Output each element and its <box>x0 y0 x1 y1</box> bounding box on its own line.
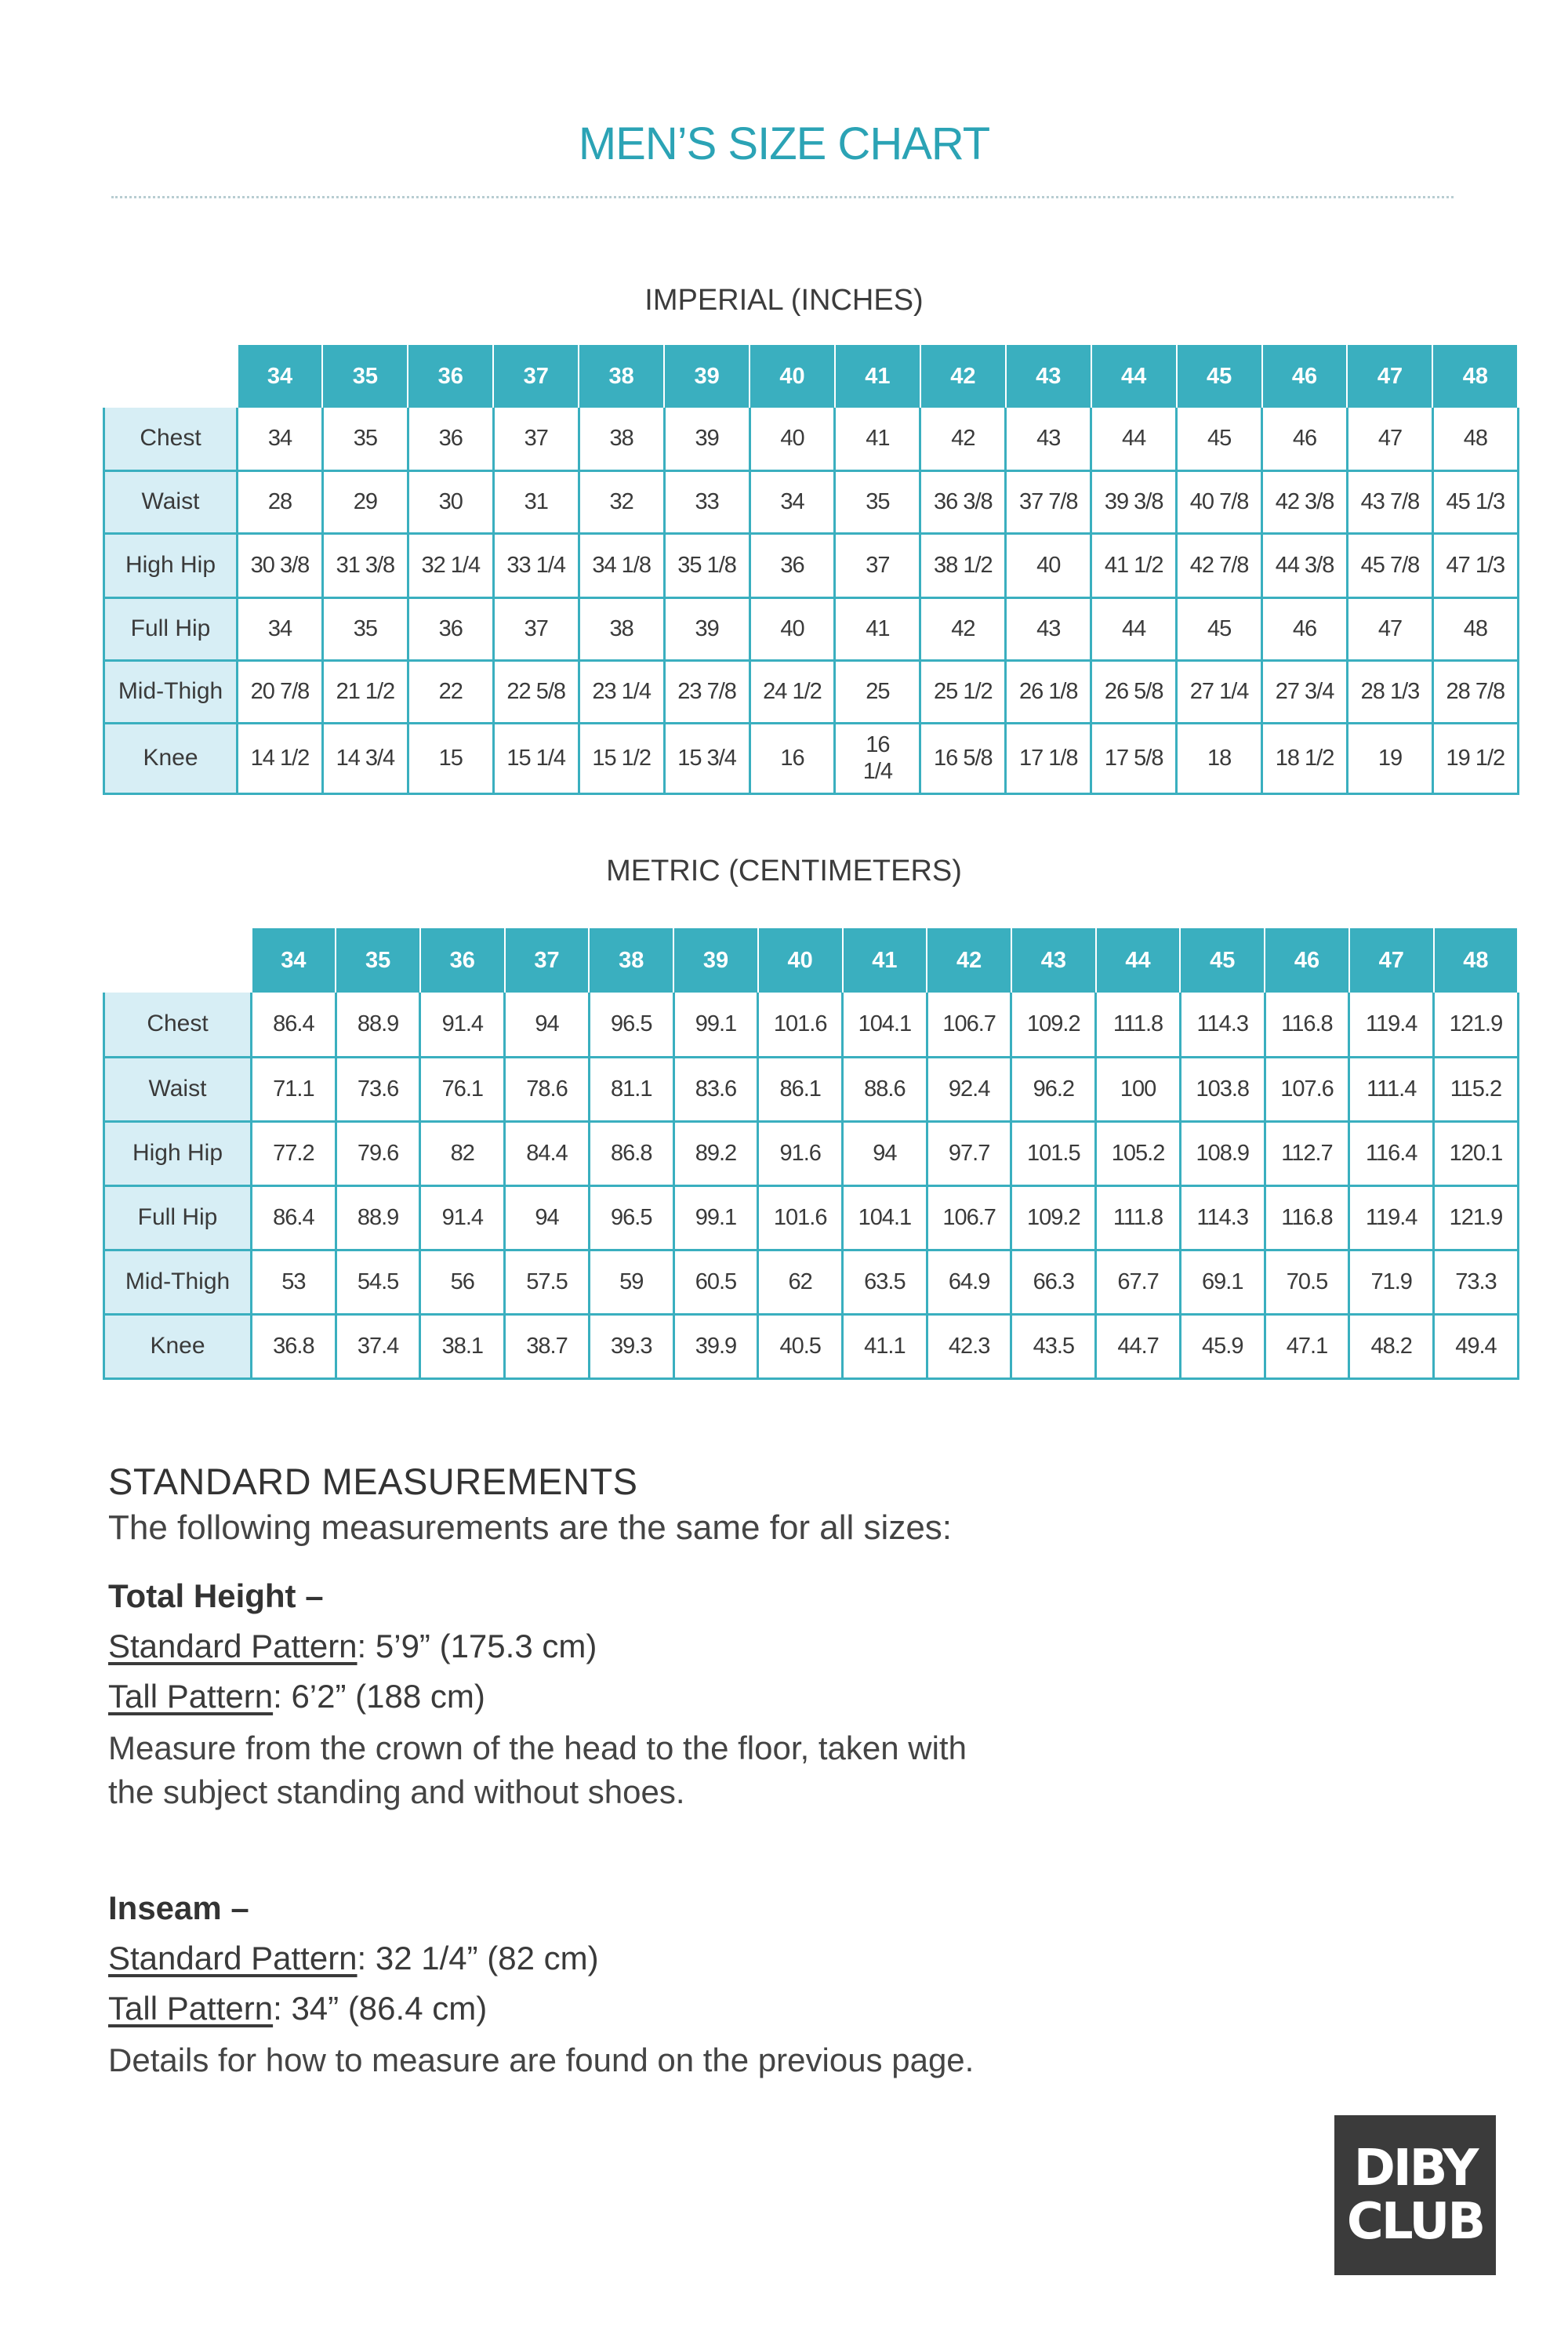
table-cell: 31 <box>493 470 579 533</box>
table-cell: 32 <box>579 470 664 533</box>
table-cell: 43 <box>1006 408 1091 470</box>
table-cell: 96.2 <box>1011 1057 1096 1121</box>
row-label: Knee <box>104 1314 252 1378</box>
table-cell: 92.4 <box>927 1057 1011 1121</box>
table-row <box>104 1250 1519 1314</box>
table-row <box>104 1057 1519 1121</box>
table-cell: 66.3 <box>1011 1250 1096 1314</box>
size-header: 35 <box>336 928 420 993</box>
table-cell: 100 <box>1096 1057 1181 1121</box>
table-cell: 86.4 <box>252 993 336 1057</box>
table-cell: 71.9 <box>1349 1250 1434 1314</box>
table-cell: 46 <box>1262 597 1348 660</box>
table-cell: 36 <box>408 597 493 660</box>
table-cell: 36 <box>750 533 835 597</box>
table-cell: 96.5 <box>589 1185 673 1250</box>
diby-club-logo <box>1334 2115 1496 2275</box>
standard-intro: The following measurements are the same for all sizes: <box>108 1508 953 1547</box>
table-cell: 34 1/8 <box>579 533 664 597</box>
table-cell: 96.5 <box>589 993 673 1057</box>
table-cell: 91.4 <box>420 993 505 1057</box>
table-row <box>104 1185 1519 1250</box>
size-header: 41 <box>843 928 927 993</box>
table-cell: 28 1/3 <box>1347 660 1432 723</box>
total-height-description <box>108 1726 1127 1814</box>
table-cell: 29 <box>322 470 408 533</box>
table-cell: 27 3/4 <box>1262 660 1348 723</box>
table-cell: 89.2 <box>673 1121 758 1185</box>
table-cell: 103.8 <box>1180 1057 1265 1121</box>
size-header: 38 <box>589 928 673 993</box>
size-header: 42 <box>927 928 1011 993</box>
table-cell: 39.3 <box>589 1314 673 1378</box>
table-cell: 39 <box>664 597 750 660</box>
table-cell: 30 3/8 <box>238 533 323 597</box>
size-header: 46 <box>1262 345 1348 408</box>
table-cell: 41 <box>835 408 920 470</box>
table-cell: 23 1/4 <box>579 660 664 723</box>
row-label: Waist <box>104 1057 252 1121</box>
row-label: High Hip <box>104 1121 252 1185</box>
table-cell: 104.1 <box>843 993 927 1057</box>
table-cell: 36 3/8 <box>920 470 1006 533</box>
row-label: Full Hip <box>104 1185 252 1250</box>
table-cell: 39 <box>664 408 750 470</box>
table-cell: 37 <box>493 597 579 660</box>
table-cell: 42 7/8 <box>1177 533 1262 597</box>
table-cell: 45 1/3 <box>1432 470 1518 533</box>
table-cell: 35 <box>322 597 408 660</box>
table-cell: 36 <box>408 408 493 470</box>
size-header: 39 <box>673 928 758 993</box>
table-row <box>104 597 1519 660</box>
row-label: Full Hip <box>104 597 238 660</box>
table-cell: 37 7/8 <box>1006 470 1091 533</box>
size-header: 42 <box>920 345 1006 408</box>
standard-pattern-label: Standard Pattern <box>108 1628 358 1664</box>
table-cell: 77.2 <box>252 1121 336 1185</box>
table-cell: 26 1/8 <box>1006 660 1091 723</box>
description-line: Measure from the crown of the head to the floor, taken with <box>108 1730 967 1766</box>
table-cell: 38 1/2 <box>920 533 1006 597</box>
table-cell: 43 7/8 <box>1347 470 1432 533</box>
table-cell: 15 1/2 <box>579 723 664 793</box>
table-cell: 17 5/8 <box>1091 723 1177 793</box>
table-cell: 88.6 <box>843 1057 927 1121</box>
table-cell: 47 1/3 <box>1432 533 1518 597</box>
standard-measurements <box>108 1460 1127 2082</box>
table-cell: 60.5 <box>673 1250 758 1314</box>
table-cell: 39 3/8 <box>1091 470 1177 533</box>
table-cell: 40 <box>750 597 835 660</box>
table-cell: 112.7 <box>1265 1121 1349 1185</box>
table-cell: 31 3/8 <box>322 533 408 597</box>
table-cell: 86.4 <box>252 1185 336 1250</box>
table-cell: 63.5 <box>843 1250 927 1314</box>
table-cell: 59 <box>589 1250 673 1314</box>
size-header: 43 <box>1011 928 1096 993</box>
table-cell: 41 <box>835 597 920 660</box>
table-row <box>104 993 1519 1057</box>
table-cell: 24 1/2 <box>750 660 835 723</box>
metric-size-table <box>103 928 1519 1380</box>
table-cell: 39.9 <box>673 1314 758 1378</box>
table-cell: 34 <box>238 408 323 470</box>
table-cell: 49.4 <box>1434 1314 1519 1378</box>
tall-pattern-label: Tall Pattern <box>108 1990 274 2027</box>
table-cell: 32 1/4 <box>408 533 493 597</box>
total-height-tall <box>108 1671 1127 1722</box>
table-cell: 41.1 <box>843 1314 927 1378</box>
total-height-title: Total Height – <box>108 1577 324 1614</box>
table-cell: 45.9 <box>1180 1314 1265 1378</box>
table-cell: 23 7/8 <box>664 660 750 723</box>
table-cell: 38 <box>579 597 664 660</box>
table-cell: 86.1 <box>758 1057 843 1121</box>
table-cell: 99.1 <box>673 993 758 1057</box>
table-cell: 109.2 <box>1011 1185 1096 1250</box>
table-cell: 46 <box>1262 408 1348 470</box>
table-cell: 121.9 <box>1434 993 1519 1057</box>
size-header: 34 <box>252 928 336 993</box>
table-cell: 42.3 <box>927 1314 1011 1378</box>
table-cell: 114.3 <box>1180 1185 1265 1250</box>
table-cell: 67.7 <box>1096 1250 1181 1314</box>
size-header: 45 <box>1180 928 1265 993</box>
total-height-standard <box>108 1621 1127 1671</box>
table-cell: 40.5 <box>758 1314 843 1378</box>
table-cell: 42 <box>920 597 1006 660</box>
table-cell: 33 1/4 <box>493 533 579 597</box>
table-row <box>104 533 1519 597</box>
table-cell: 57.5 <box>505 1250 590 1314</box>
table-cell: 21 1/2 <box>322 660 408 723</box>
table-cell: 22 5/8 <box>493 660 579 723</box>
table-row <box>104 660 1519 723</box>
size-header: 36 <box>420 928 505 993</box>
table-cell: 86.8 <box>589 1121 673 1185</box>
table-cell: 54.5 <box>336 1250 420 1314</box>
table-cell: 47.1 <box>1265 1314 1349 1378</box>
table-cell: 94 <box>505 1185 590 1250</box>
table-cell: 15 1/4 <box>493 723 579 793</box>
logo-line: DIBY <box>1353 2140 1477 2198</box>
table-cell: 64.9 <box>927 1250 1011 1314</box>
row-label: High Hip <box>104 533 238 597</box>
title-divider <box>111 196 1454 198</box>
table-cell: 16 <box>750 723 835 793</box>
table-cell: 18 <box>1177 723 1262 793</box>
table-cell: 27 1/4 <box>1177 660 1262 723</box>
size-header: 41 <box>835 345 920 408</box>
table-cell: 105.2 <box>1096 1121 1181 1185</box>
size-header: 39 <box>664 345 750 408</box>
size-header: 47 <box>1347 345 1432 408</box>
table-cell: 14 3/4 <box>322 723 408 793</box>
table-cell: 28 7/8 <box>1432 660 1518 723</box>
table-row <box>104 1314 1519 1378</box>
table-cell: 40 <box>750 408 835 470</box>
table-cell: 48 <box>1432 597 1518 660</box>
table-cell: 37 <box>493 408 579 470</box>
table-cell: 101.6 <box>758 993 843 1057</box>
table-cell: 18 1/2 <box>1262 723 1348 793</box>
table-cell: 48.2 <box>1349 1314 1434 1378</box>
table-cell: 115.2 <box>1434 1057 1519 1121</box>
table-cell: 62 <box>758 1250 843 1314</box>
size-header: 44 <box>1091 345 1177 408</box>
table-cell: 22 <box>408 660 493 723</box>
imperial-size-table <box>103 345 1519 795</box>
size-header: 40 <box>758 928 843 993</box>
table-cell: 38.7 <box>505 1314 590 1378</box>
table-cell: 76.1 <box>420 1057 505 1121</box>
table-cell: 119.4 <box>1349 993 1434 1057</box>
table-cell: 47 <box>1347 408 1432 470</box>
table-cell: 45 7/8 <box>1347 533 1432 597</box>
table-row <box>104 470 1519 533</box>
size-header: 37 <box>505 928 590 993</box>
table-cell: 121.9 <box>1434 1185 1519 1250</box>
size-header: 40 <box>750 345 835 408</box>
table-cell: 19 1/2 <box>1432 723 1518 793</box>
table-cell: 44 <box>1091 597 1177 660</box>
table-cell: 70.5 <box>1265 1250 1349 1314</box>
row-label: Knee <box>104 723 238 793</box>
size-header: 43 <box>1006 345 1091 408</box>
table-cell: 101.5 <box>1011 1121 1096 1185</box>
standard-pattern-value: : 5’9” (175.3 cm) <box>357 1628 597 1664</box>
table-cell: 14 1/2 <box>238 723 323 793</box>
row-label: Waist <box>104 470 238 533</box>
table-cell: 15 <box>408 723 493 793</box>
table-cell: 116.8 <box>1265 1185 1349 1250</box>
size-header: 48 <box>1434 928 1519 993</box>
table-cell: 107.6 <box>1265 1057 1349 1121</box>
table-cell: 41 1/2 <box>1091 533 1177 597</box>
inseam-title: Inseam – <box>108 1889 249 1926</box>
inseam-description: Details for how to measure are found on the previous page. <box>108 2042 975 2078</box>
size-header: 45 <box>1177 345 1262 408</box>
table-cell: 116.4 <box>1349 1121 1434 1185</box>
table-cell: 106.7 <box>927 1185 1011 1250</box>
table-cell: 38 <box>579 408 664 470</box>
table-cell: 25 <box>835 660 920 723</box>
row-label: Mid-Thigh <box>104 660 238 723</box>
table-cell: 101.6 <box>758 1185 843 1250</box>
table-cell: 15 3/4 <box>664 723 750 793</box>
standard-heading: STANDARD MEASUREMENTS <box>108 1461 638 1502</box>
tall-pattern-value: : 6’2” (188 cm) <box>273 1678 485 1715</box>
description-line: the subject standing and without shoes. <box>108 1773 685 1810</box>
table-cell: 20 7/8 <box>238 660 323 723</box>
table-cell: 69.1 <box>1180 1250 1265 1314</box>
table-cell: 38.1 <box>420 1314 505 1378</box>
table-cell: 45 <box>1177 408 1262 470</box>
table-cell: 83.6 <box>673 1057 758 1121</box>
logo-line: CLUB <box>1346 2193 1484 2251</box>
table-cell: 44 3/8 <box>1262 533 1348 597</box>
table-cell: 71.1 <box>252 1057 336 1121</box>
size-header: 44 <box>1096 928 1181 993</box>
table-cell: 47 <box>1347 597 1432 660</box>
size-header: 47 <box>1349 928 1434 993</box>
table-cell: 40 <box>1006 533 1091 597</box>
table-cell: 91.4 <box>420 1185 505 1250</box>
table-cell: 30 <box>408 470 493 533</box>
table-cell: 35 1/8 <box>664 533 750 597</box>
table-cell: 91.6 <box>758 1121 843 1185</box>
table-cell: 40 7/8 <box>1177 470 1262 533</box>
table-cell: 73.3 <box>1434 1250 1519 1314</box>
table-row <box>104 1121 1519 1185</box>
table-row <box>104 408 1519 470</box>
table-cell: 73.6 <box>336 1057 420 1121</box>
table-cell: 33 <box>664 470 750 533</box>
table-cell: 56 <box>420 1250 505 1314</box>
table-cell: 36.8 <box>252 1314 336 1378</box>
table-cell: 111.8 <box>1096 993 1181 1057</box>
tall-pattern-label: Tall Pattern <box>108 1678 274 1715</box>
imperial-caption: IMPERIAL (INCHES) <box>644 284 924 317</box>
size-header: 38 <box>579 345 664 408</box>
table-cell: 97.7 <box>927 1121 1011 1185</box>
table-cell: 34 <box>238 597 323 660</box>
table-cell: 16 1/4 <box>835 723 920 793</box>
size-header: 34 <box>238 345 323 408</box>
table-cell: 84.4 <box>505 1121 590 1185</box>
table-cell: 109.2 <box>1011 993 1096 1057</box>
table-cell: 44 <box>1091 408 1177 470</box>
table-cell: 82 <box>420 1121 505 1185</box>
header-corner <box>104 928 252 993</box>
size-header: 35 <box>322 345 408 408</box>
table-cell: 17 1/8 <box>1006 723 1091 793</box>
table-cell: 37.4 <box>336 1314 420 1378</box>
table-cell: 88.9 <box>336 993 420 1057</box>
table-cell: 45 <box>1177 597 1262 660</box>
table-cell: 111.8 <box>1096 1185 1181 1250</box>
table-cell: 53 <box>252 1250 336 1314</box>
size-header: 48 <box>1432 345 1518 408</box>
table-cell: 99.1 <box>673 1185 758 1250</box>
inseam-standard <box>108 1933 1127 1984</box>
table-cell: 119.4 <box>1349 1185 1434 1250</box>
table-cell: 111.4 <box>1349 1057 1434 1121</box>
table-cell: 88.9 <box>336 1185 420 1250</box>
row-label: Chest <box>104 993 252 1057</box>
table-cell: 37 <box>835 533 920 597</box>
table-cell: 81.1 <box>589 1057 673 1121</box>
table-cell: 28 <box>238 470 323 533</box>
table-cell: 78.6 <box>505 1057 590 1121</box>
table-row <box>104 723 1519 793</box>
inseam-tall <box>108 1984 1127 2034</box>
table-cell: 16 5/8 <box>920 723 1006 793</box>
table-cell: 120.1 <box>1434 1121 1519 1185</box>
table-cell: 35 <box>835 470 920 533</box>
table-cell: 19 <box>1347 723 1432 793</box>
table-cell: 104.1 <box>843 1185 927 1250</box>
table-cell: 106.7 <box>927 993 1011 1057</box>
table-cell: 44.7 <box>1096 1314 1181 1378</box>
table-cell: 26 5/8 <box>1091 660 1177 723</box>
table-cell: 25 1/2 <box>920 660 1006 723</box>
size-header: 36 <box>408 345 493 408</box>
table-cell: 34 <box>750 470 835 533</box>
size-header: 37 <box>493 345 579 408</box>
tall-pattern-value: : 34” (86.4 cm) <box>273 1990 488 2027</box>
table-cell: 43.5 <box>1011 1314 1096 1378</box>
page-title: MEN’S SIZE CHART <box>578 118 990 169</box>
table-cell: 94 <box>505 993 590 1057</box>
table-cell: 35 <box>322 408 408 470</box>
table-cell: 108.9 <box>1180 1121 1265 1185</box>
table-cell: 116.8 <box>1265 993 1349 1057</box>
table-cell: 42 3/8 <box>1262 470 1348 533</box>
row-label: Mid-Thigh <box>104 1250 252 1314</box>
table-cell: 43 <box>1006 597 1091 660</box>
table-cell: 48 <box>1432 408 1518 470</box>
row-label: Chest <box>104 408 238 470</box>
header-corner <box>104 345 238 408</box>
standard-pattern-label: Standard Pattern <box>108 1940 358 1976</box>
table-cell: 79.6 <box>336 1121 420 1185</box>
table-cell: 42 <box>920 408 1006 470</box>
table-cell: 114.3 <box>1180 993 1265 1057</box>
standard-pattern-value: : 32 1/4” (82 cm) <box>357 1940 599 1976</box>
size-header: 46 <box>1265 928 1349 993</box>
table-cell: 94 <box>843 1121 927 1185</box>
metric-caption: METRIC (CENTIMETERS) <box>606 855 962 887</box>
